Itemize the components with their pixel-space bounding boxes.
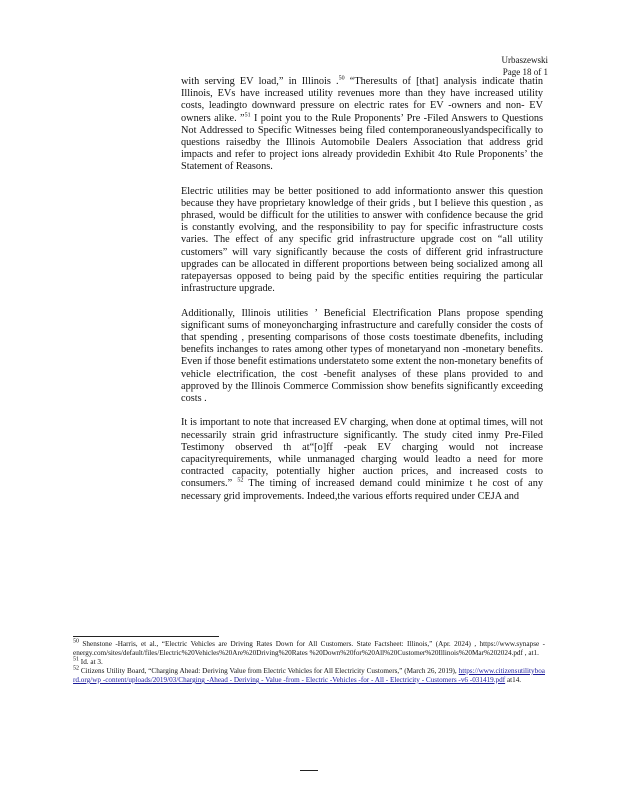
footnote-52-tail: at14. — [505, 676, 522, 684]
paragraph-2: Electric utilities may be better positioned to add informationto answer this question because they have proprietary knowledge of their grids , but I believe this question , as phrased, would be difficult for the utilities to answer with confidence because the grid is constantly evolving, and the responsibility to pay for specific infrastructure costs varies. The effect of any specific grid infrastructure upgrade cost on “all utility customers” will vary significantly because the costs of different grid infrastructure upgrades can be allocated in different proportions between being socialized among all ratepayersas opposed to being paid by the specific entities requiring the particular infrastructure upgrade. — [181, 185, 543, 295]
footnote-51-text: Id. at 3. — [79, 658, 103, 666]
footnote-number: 50 — [73, 638, 79, 645]
footnote-ref-51[interactable]: 51 — [244, 112, 251, 119]
footnote-number: 52 — [73, 665, 79, 672]
paragraph-1-text-b: “Theresults of [that] analysis indicate thatin Illinois, EVs have increased utility revenues more than they have increased utility costs, leadingto downward pressure on electric rates for EV -owners and non- EV owners alike. ” — [181, 76, 543, 124]
footnote-52-link[interactable]: https://www.citizensutilityboard.org/wp -content/uploads/2019/03/Charging -Ahead - Deriving - Value -from - Electric -Vehicles -for - All - Electricity - Customers -v6 -031419.pdf — [73, 667, 545, 684]
paragraph-4-text-b: The timing of increased demand could minimize t he cost of any necessary grid improvements. Indeed,the various efforts required under CEJA and — [181, 478, 543, 502]
footnote-separator — [73, 636, 219, 637]
paragraph-1 — [181, 76, 543, 174]
footnote-number: 51 — [73, 656, 79, 663]
footnotes — [73, 640, 545, 685]
footnote-50-text: Shenstone -Harris, et al., “Electric Vehicles are Driving Rates Down for All Customers. State Factsheet: Illinois,” (Apr. 2024) , https://www.synapse -energy.com/sites/default/files/Electric%20Vehicles%20Are%20Driving%20Rates %20Down%20for%20All%20Customer%20Illinois%20Mar%202024.pdf — [73, 640, 545, 657]
author-name: Urbaszewski — [501, 55, 548, 65]
paragraph-1-text-a: with serving EV load,” in Illinois . — [181, 76, 339, 87]
footnote-ref-52[interactable]: 52 — [237, 478, 244, 485]
paragraph-4-text-a: It is important to note that increased EV charging, when done at optimal times, will not necessarily strain grid infrastructure significantly. The study cited inmy Pre-Filed Testimony observed th at“[o]ff -peak EV charging would not increase capacityrequirements, while unmanaged charging would leadto a need for more contracted capacity, potentially higher auction prices, and increased costs to consumers.” — [181, 417, 543, 490]
footnote-52-text: Citizens Utility Board, “Charging Ahead: Deriving Value from Electric Vehicles for All Electricity Customers,” (March 26, 2019), — [79, 667, 459, 675]
page-header — [502, 54, 549, 78]
footnote-51 — [73, 658, 545, 667]
footnote-50 — [73, 640, 545, 658]
paragraph-4 — [181, 417, 543, 502]
document-body — [181, 76, 543, 515]
paragraph-3: Additionally, Illinois utilities ’ Beneficial Electrification Plans propose spending significant sums of moneyoncharging infrastructure and carefully consider the costs of that spending , presenting comparisons of those costs toestimate dbenefits, including benefits inchanges to rates among other types of monetaryand non -monetary benefits. Even if those benefit estimations understateto some extent the non-monetary benefits of vehicle electrification, the cost -benefit analyses of these plans provided to and approved by the Illinois Commerce Commission show benefits significantly exceeding costs . — [181, 307, 543, 405]
footnote-52 — [73, 667, 545, 685]
footnote-ref-50[interactable]: 50 — [338, 75, 345, 82]
page-footer-rule — [300, 770, 318, 771]
paragraph-1-text-c: I point you to the Rule Proponents’ Pre -Filed Answers to Questions Not Addressed to Specific Witnesses being filed contemporaneouslyandspecifically to questions raisedby the Illinois Automobile Dealers Association that address grid impacts and refer to project ions already providedin Exhibit 4to Rule Proponents’ the Statement of Reasons. — [181, 112, 544, 173]
footnote-50-tail: , at1. — [522, 649, 539, 657]
page-number: Page 18 of 1 — [502, 67, 548, 77]
